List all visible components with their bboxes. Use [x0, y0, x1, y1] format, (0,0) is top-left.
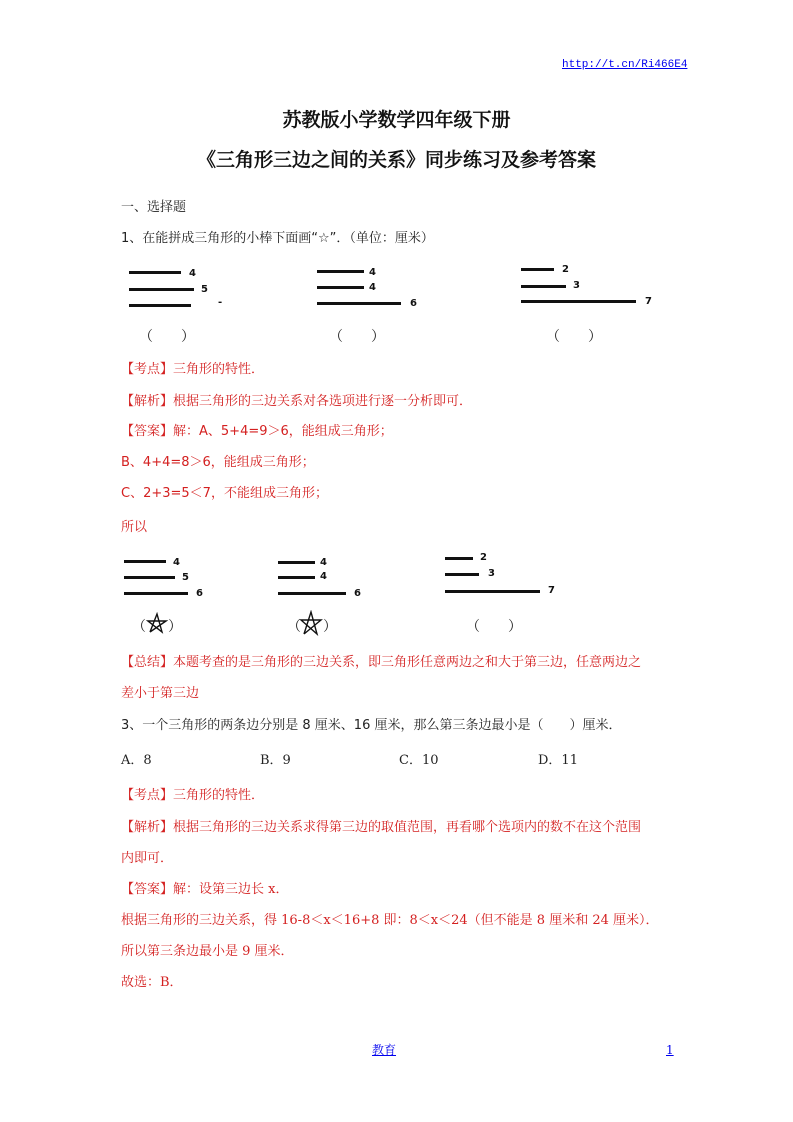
q1-answer-b: B、4+4=8＞6，能组成三角形；: [121, 455, 315, 470]
q1-kaodian: [121, 362, 264, 378]
q1-jiexi: [121, 394, 472, 410]
stick: [521, 285, 566, 288]
answer-blank[interactable]: （ ）: [546, 329, 602, 345]
stick-label: 4: [320, 571, 327, 582]
stick-label: 6: [354, 588, 361, 599]
stick-label: 4: [369, 282, 376, 293]
stick: [445, 590, 540, 593]
jiexi-text: 根据三角形的三边关系对各选项进行逐一分析即可．: [173, 394, 473, 409]
stick: [317, 286, 364, 289]
stick-label: 4: [173, 557, 180, 568]
jiexi-tag: 【解析】: [121, 820, 174, 835]
kaodian-tag: 【考点】: [121, 788, 174, 803]
star-mark-icon: [299, 610, 323, 636]
q3-answer: [121, 882, 288, 898]
q3-answer-3: 所以第三条边最小是 9 厘米．: [121, 944, 294, 959]
q1-suoyi: 所以: [121, 520, 148, 535]
stick: [521, 300, 636, 303]
answer-tag: 【答案】: [121, 424, 174, 439]
stick: [124, 592, 188, 595]
answer-text: 解：A、5+4=9＞6，能组成三角形；: [173, 424, 393, 439]
stick-label: 5: [201, 284, 208, 295]
stick-label: 3: [488, 568, 495, 579]
star-mark-icon: [146, 612, 168, 634]
jiexi-tag: 【解析】: [121, 394, 174, 409]
stick: [278, 576, 315, 579]
stick: [278, 561, 315, 564]
paren-close: ）: [168, 619, 182, 635]
stick-label: 6: [196, 588, 203, 599]
stick-label: 3: [573, 280, 580, 291]
q3-answer-4: 故选：B．: [121, 975, 183, 990]
q1-answer-c: C、2+3=5＜7，不能组成三角形；: [121, 486, 328, 501]
stick: [317, 270, 364, 273]
option-a: A．8: [121, 753, 152, 768]
answer-blank: （ ）: [466, 619, 522, 635]
q1-summary-cont: 差小于第三边: [121, 686, 200, 701]
stick-label: 6: [410, 298, 417, 309]
doc-title-line2: 《三角形三边之间的关系》同步练习及参考答案: [196, 149, 596, 171]
doc-title-line1: 苏教版小学数学四年级下册: [282, 109, 511, 131]
answer-text: 解：设第三边长 x．: [173, 882, 289, 897]
paren-open: （: [132, 619, 146, 635]
stick: [445, 557, 473, 560]
option-d: D．11: [538, 753, 578, 768]
stick-label: 2: [562, 264, 569, 275]
answer-tag: 【答案】: [121, 882, 174, 897]
stick: [124, 576, 175, 579]
stick: [445, 573, 479, 576]
question-1-text: 1、在能拼成三角形的小棒下面画“☆”．（单位：厘米）: [121, 231, 434, 246]
q1-summary: [121, 655, 641, 671]
paren-open: （: [287, 619, 301, 635]
kaodian-text: 三角形的特性．: [173, 788, 265, 803]
summary-text: 本题考查的是三角形的三边关系，即三角形任意两边之和大于第三边，任意两边之: [173, 655, 642, 670]
stick-label: 4: [320, 557, 327, 568]
question-3-text: 3、一个三角形的两条边分别是 8 厘米、16 厘米，那么第三条边最小是（ ）厘米．: [121, 718, 622, 733]
stick-label: 7: [548, 585, 555, 596]
stick-label: 5: [182, 572, 189, 583]
page-number: 1: [666, 1043, 674, 1057]
stick: [124, 560, 166, 563]
paren-close: ）: [323, 619, 337, 635]
q1-answer: [121, 424, 393, 440]
stick-label: 2: [480, 552, 487, 563]
stick: [129, 271, 181, 274]
stick-label: 7: [645, 296, 652, 307]
stick-label: 4: [369, 267, 376, 278]
answer-blank[interactable]: （ ）: [329, 329, 385, 345]
q3-kaodian: [121, 788, 264, 804]
stick: [129, 288, 194, 291]
stray-mark: -: [218, 297, 223, 308]
q3-answer-2: 根据三角形的三边关系，得 16-8＜x＜16+8 即：8＜x＜24（但不能是 8 厘米和 24 厘米）．: [121, 913, 659, 928]
option-c: C．10: [399, 753, 439, 768]
stick: [521, 268, 554, 271]
footer-link[interactable]: 教育: [372, 1043, 397, 1057]
jiexi-text: 根据三角形的三边关系求得第三边的取值范围，再看哪个选项内的数不在这个范围: [173, 820, 642, 835]
stick: [317, 302, 401, 305]
option-b: B．9: [260, 753, 291, 768]
q3-jiexi: [121, 820, 641, 836]
section-heading: 一、选择题: [121, 200, 187, 215]
stick-label: 4: [189, 268, 196, 279]
header-url-link[interactable]: http://t.cn/Ri466E4: [562, 59, 688, 71]
answer-blank[interactable]: （ ）: [139, 329, 195, 345]
summary-tag: 【总结】: [121, 655, 174, 670]
stick: [129, 304, 191, 307]
q3-jiexi-cont: 内即可．: [121, 851, 174, 866]
stick: [278, 592, 346, 595]
kaodian-text: 三角形的特性．: [173, 362, 265, 377]
kaodian-tag: 【考点】: [121, 362, 174, 377]
